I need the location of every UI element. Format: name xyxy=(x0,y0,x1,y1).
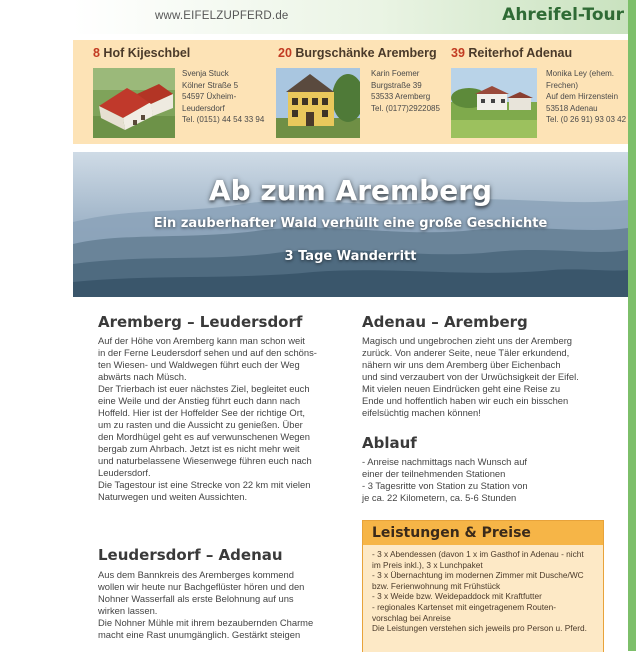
section-heading: Ablauf xyxy=(362,434,417,452)
section-heading: Aremberg – Leudersdorf xyxy=(98,313,303,331)
inn-photo xyxy=(276,68,360,138)
section-aremberg-leudersdorf xyxy=(98,313,338,331)
services-prices-box xyxy=(362,520,604,652)
page-margin xyxy=(0,0,73,651)
host-address: Monika Ley (ehem. Frechen) Auf dem Hirzenstein 53518 Adenau Tel. (0 26 91) 93 03 42 xyxy=(546,69,627,124)
services-box-header xyxy=(363,521,603,545)
page-header xyxy=(73,0,628,34)
host-name: Burgschänke Aremberg xyxy=(291,46,437,60)
host-title xyxy=(93,46,190,60)
host-number: 39 xyxy=(451,46,465,60)
list-item: einer der teilnehmenden Stationen xyxy=(362,468,506,479)
banner-title: Ab zum Aremberg xyxy=(208,174,493,207)
farmhouse-photo xyxy=(93,68,175,138)
services-heading: Leistungen & Preise xyxy=(372,525,531,541)
section-heading: Adenau – Aremberg xyxy=(362,313,528,331)
list-item: - 3 x Übernachtung im modernen Zimmer mit Dusche/WC xyxy=(372,570,584,581)
list-item: - 3 x Abendessen (davon 1 x im Gasthof in Adenau - nicht xyxy=(372,549,584,559)
list-item: vorschlag bei Anreise xyxy=(372,612,451,623)
riding-stable-photo xyxy=(451,68,537,138)
list-item: - regionales Kartenset mit eingetragenem Routen- xyxy=(372,601,557,612)
host-name: Reiterhof Adenau xyxy=(464,46,573,60)
section-text: Aus dem Bannkreis des Aremberges kommend wollen wir heute nur Bachgeflüster hören und den Nohner Wasserfall als erste Belohnung auf uns wirken lassen. Die Nohner Mühle mit ihrem bezaubernden Charme macht eine Rast unumgänglich. Gestärkt steigen xyxy=(98,569,314,640)
host-name: Hof Kijeschbel xyxy=(99,46,191,60)
list-item: - Anreise nachmittags nach Wunsch auf xyxy=(362,456,528,467)
hero-banner xyxy=(73,152,628,297)
banner-subtitle: Ein zauberhafter Wald verhüllt eine große Geschichte xyxy=(153,216,548,231)
host-card xyxy=(258,40,440,144)
host-title xyxy=(278,46,437,60)
banner-tagline: 3 Tage Wanderritt xyxy=(284,249,417,264)
host-address: Karin Foemer Burgstraße 39 53533 Aremberg Tel. (0177)2922085 xyxy=(371,69,440,113)
host-card xyxy=(73,40,265,144)
list-item: im Preis inkl.), 3 x Lunchpaket xyxy=(372,559,483,570)
page-edge-accent xyxy=(628,0,636,651)
hosts-band xyxy=(73,40,628,144)
list-item: Die Leistungen verstehen sich jeweils pro Person u. Pferd. xyxy=(372,623,587,634)
services-list xyxy=(363,545,603,634)
list-item: bzw. Ferienwohnung mit Frühstück xyxy=(372,580,501,591)
list-item: je ca. 22 Kilometern, ca. 5-6 Stunden xyxy=(362,492,517,503)
host-card xyxy=(436,40,628,144)
section-ablauf xyxy=(362,434,607,452)
tour-title: Ahreifel-Tour xyxy=(502,5,624,25)
host-title xyxy=(451,46,572,60)
section-heading: Leudersdorf – Adenau xyxy=(98,546,283,564)
section-adenau-aremberg xyxy=(362,313,607,331)
section-text: Magisch und ungebrochen zieht uns der Aremberg zurück. Von anderer Seite, neue Täler erkundend, nähern wir uns dem Aremberg über Eichenbach und sind verzaubert von der Urwüchsigkeit der Eifel. Mit vielen neuen Eindrücken geht eine Reise zu Ende und hoffentlich haben wir euch ein bisschen eifelsüchtig machen können! xyxy=(362,335,579,418)
host-address: Svenja Stuck Kölner Straße 5 54597 Üxheim- Leudersdorf Tel. (0151) 44 54 33 94 xyxy=(182,69,265,124)
host-number: 20 xyxy=(278,46,292,60)
section-leudersdorf-adenau xyxy=(98,546,338,564)
list-item: - 3 Tagesritte von Station zu Station von xyxy=(362,480,528,491)
section-text: Auf der Höhe von Aremberg kann man schon weit in der Ferne Leudersdorf sehen und auf den schöns- ten Wiesen- und Waldwegen führt euch der Weg abwärts nach Müsch. Der Trierbach ist euer nächstes Ziel, begleitet euch eine Weile und der Anstieg führt euch dann nach Hoffeld. Hier ist der Hoffelder See der richtige Ort, um zu rasten und die Aussicht zu genießen. Über den Mordhügel geht es auf verwunschenen Wegen bergab zum Ahrbach. Jetzt ist es nicht mehr weit und naturbelassene Wiesenwege führen euch nach Leudersdorf. Die Tagestour ist eine Strecke von 22 km mit vielen Naturwegen und weiten Aussichten. xyxy=(98,335,317,502)
site-url[interactable]: www.EIFELZUPFERD.de xyxy=(155,10,289,22)
brochure-page xyxy=(73,0,636,651)
host-number: 8 xyxy=(93,46,100,60)
schedule-list xyxy=(362,456,607,504)
list-item: - 3 x Weide bzw. Weidepaddock mit Kraftfutter xyxy=(372,591,542,602)
